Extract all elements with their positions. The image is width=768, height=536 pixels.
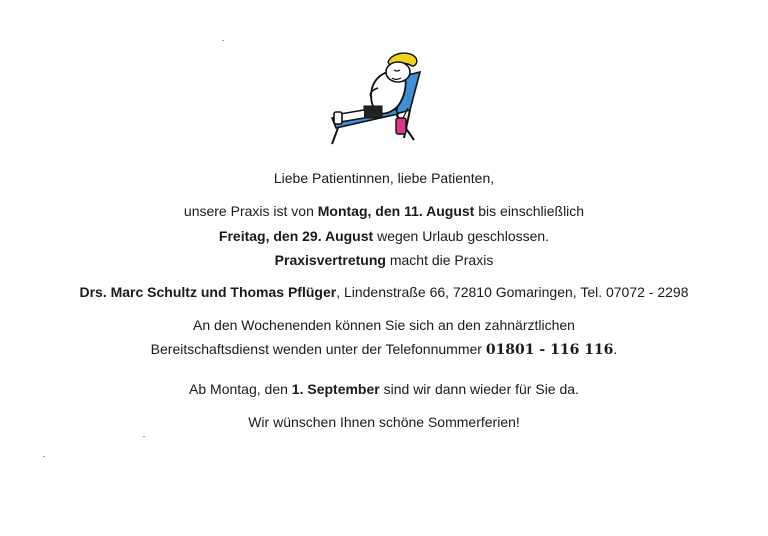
closure-start-date: Montag, den 11. August [317, 203, 475, 219]
weekend-text: Bereitschaftsdienst wenden unter der Telefonnummer [150, 341, 486, 357]
substitute-doctors: Drs. Marc Schultz und Thomas Pflüger [79, 284, 337, 300]
closure-suffix: bis einschließlich [474, 203, 585, 219]
wishes-line: Wir wünschen Ihnen schöne Sommerferien! [248, 414, 520, 430]
scan-speck [43, 456, 45, 457]
closure-end-date: Freitag, den 29. August [218, 228, 374, 244]
emergency-phone: 01801 - 116 116 [485, 342, 614, 358]
return-prefix: Ab Montag, den [189, 381, 292, 397]
weekend-line-2 [0, 340, 768, 359]
scan-speck [143, 436, 145, 437]
scan-speck [222, 40, 224, 41]
substitute-practice-line [0, 283, 768, 301]
weekend-line-1: An den Wochenenden können Sie sich an den zahnärztlichen [193, 317, 575, 333]
substitute-suffix: macht die Praxis [385, 252, 494, 268]
return-line [0, 380, 768, 398]
return-suffix: sind wir dann wieder für Sie da. [379, 381, 579, 397]
substitute-line [0, 251, 768, 269]
return-date: 1. September [291, 381, 380, 397]
substitute-label: Praxisvertretung [274, 252, 386, 268]
weekend-end: . [613, 341, 618, 357]
closure-line [0, 202, 768, 220]
substitute-address: , Lindenstraße 66, 72810 Gomaringen, Tel. 07072 - 2298 [336, 284, 689, 300]
closure-prefix: unsere Praxis ist von [183, 203, 318, 219]
sunbathing-figure-icon [318, 48, 438, 148]
closure-end-suffix: wegen Urlaub geschlossen. [373, 228, 550, 244]
closure-end-line [0, 227, 768, 245]
greeting: Liebe Patientinnen, liebe Patienten, [273, 170, 495, 186]
